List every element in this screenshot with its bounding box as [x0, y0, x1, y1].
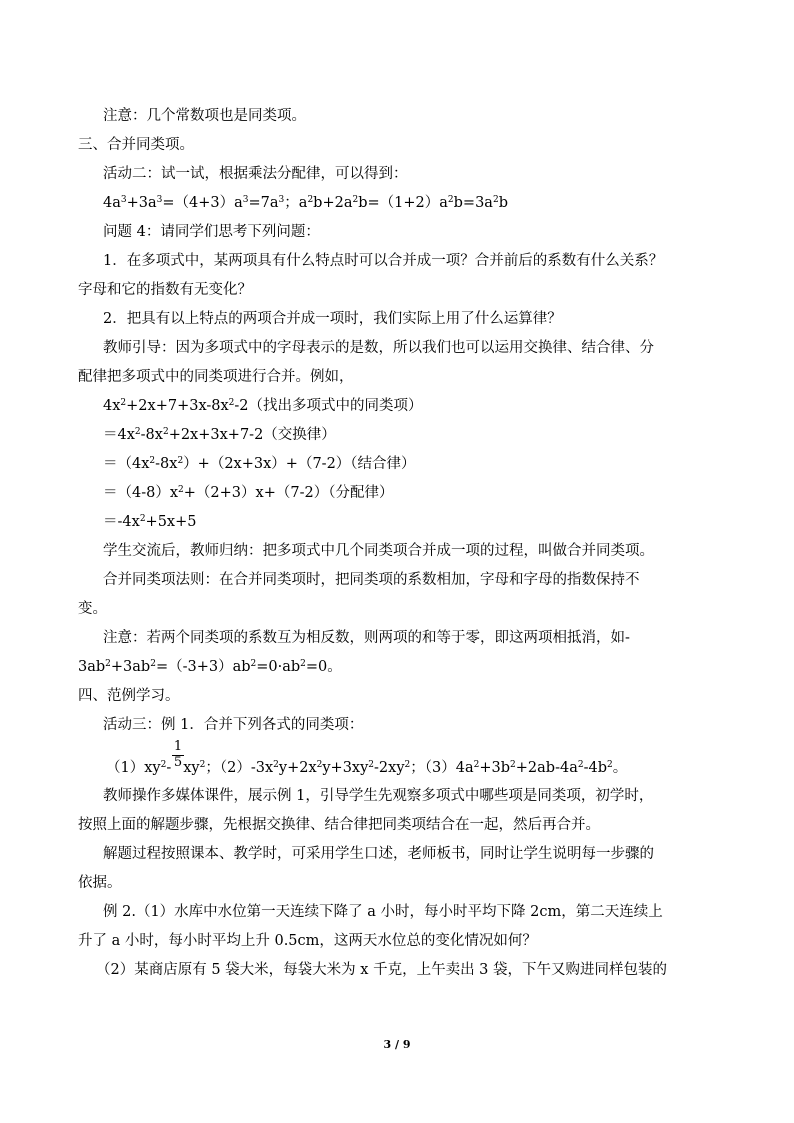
text: ；（3）4a: [410, 760, 474, 776]
paragraph: 问题 4：请同学们思考下列问题：: [103, 224, 320, 240]
superscript: 2: [352, 195, 359, 205]
text: +3a: [126, 195, 157, 211]
text: +3b: [479, 760, 511, 776]
paragraph: 活动三：例 1．合并下列各式的同类项：: [103, 717, 364, 733]
formula-line: [78, 189, 728, 218]
text: xy: [183, 760, 200, 776]
superscript: 3: [242, 195, 249, 205]
paragraph: 2．把具有以上特点的两项合并成一项时，我们实际上用了什么运算律？: [103, 311, 562, 327]
paragraph: 注意：若两个同类项的系数互为相反数，则两项的和等于零，即这两项相抵消，如-: [103, 630, 630, 646]
text: b+2a: [313, 195, 353, 211]
superscript: 2: [162, 427, 169, 437]
paragraph: 活动二：试一试，根据乘法分配律，可以得到：: [103, 166, 408, 182]
superscript: 2: [447, 195, 454, 205]
superscript: 2: [134, 427, 141, 437]
superscript: 3: [156, 195, 163, 205]
text: +3ab: [110, 659, 151, 675]
text: =7a: [248, 195, 279, 211]
section-heading: 四、范例学习。: [78, 688, 180, 704]
superscript: 3: [120, 195, 127, 205]
paragraph: 按照上面的解题步骤，先根据交换律、结合律把同类项结合在一起，然后再合并。: [78, 817, 600, 833]
text: 3ab: [78, 659, 106, 675]
text: ＝（4x: [103, 456, 150, 472]
text: ＝-4x: [103, 514, 140, 530]
formula-line: [78, 479, 728, 508]
text: +（2+3）x+（7-2）（分配律）: [183, 485, 394, 501]
formula-line: [78, 508, 728, 537]
paragraph: 字母和它的指数有无变化？: [78, 282, 252, 298]
text: y+3xy: [322, 760, 369, 776]
text: ；a: [284, 195, 308, 211]
text: -8x: [155, 456, 178, 472]
superscript: 2: [150, 659, 156, 669]
superscript: 2: [160, 760, 167, 770]
paragraph: 变。: [78, 601, 107, 617]
section-heading: 三、合并同类项。: [78, 137, 194, 153]
text: ＝（4-8）x: [103, 485, 179, 501]
paragraph: 解题过程按照课本、教学时，可采用学生口述，老师板书，同时让学生说明每一步骤的: [103, 846, 654, 862]
text: b=（1+2）a: [358, 195, 448, 211]
text: ；（2）-3x: [205, 760, 274, 776]
text: -: [166, 760, 172, 776]
text: -4b: [583, 760, 607, 776]
paragraph: 1．在多项式中，某两项具有什么特点时可以合并成一项？合并前后的系数有什么关系？: [103, 253, 664, 269]
superscript: 2: [368, 760, 375, 770]
text: +2ab-4a: [515, 760, 578, 776]
superscript: 2: [577, 760, 584, 770]
formula-line: [78, 392, 728, 421]
superscript: 2: [228, 398, 235, 408]
paragraph: 例 2.（1）水库中水位第一天连续下降了 a 小时，每小时平均下降 2cm，第二天连续上: [103, 904, 663, 920]
page-number: 3 / 9: [383, 1038, 411, 1051]
superscript: 2: [149, 456, 156, 466]
superscript: 2: [105, 659, 111, 669]
paragraph: 依据。: [78, 875, 122, 891]
paragraph: 教师操作多媒体课件，展示例 1，引导学生先观察多项式中哪些项是同类项，初学时，: [103, 788, 654, 804]
text: b=3a: [453, 195, 493, 211]
superscript: 2: [273, 760, 279, 770]
superscript: 2: [316, 760, 323, 770]
text: +2x+7+3x-8x: [126, 398, 229, 414]
superscript: 2: [178, 485, 184, 495]
superscript: 2: [404, 760, 411, 770]
superscript: 3: [278, 195, 285, 205]
text: -2（找出多项式中的同类项）: [234, 398, 423, 414]
superscript: 2: [250, 659, 257, 669]
text: =（-3+3）ab: [155, 659, 251, 675]
text: =0。: [305, 659, 342, 675]
fraction-numerator: 1: [173, 739, 183, 754]
example-1-formulas: [78, 740, 728, 782]
formula-line: [78, 421, 728, 450]
superscript: 2: [139, 514, 146, 524]
text: ＝4x: [103, 427, 135, 443]
superscript: 2: [199, 760, 206, 770]
text: y+2x: [278, 760, 317, 776]
text: b: [498, 195, 508, 211]
text: =（4+3）a: [162, 195, 243, 211]
paragraph: （2）某商店原有 5 袋大米，每袋大米为 x 千克，上午卖出 3 袋，下午又购进同样包装的: [96, 962, 668, 978]
text: 4a: [103, 195, 121, 211]
superscript: 2: [120, 398, 127, 408]
superscript: 2: [510, 760, 516, 770]
superscript: 2: [177, 456, 184, 466]
text: +5x+5: [145, 514, 197, 530]
text: +2x+3x+7-2（交换律）: [168, 427, 336, 443]
text: （1）xy: [106, 760, 161, 776]
fraction-denominator: 5: [173, 755, 183, 770]
text: 4x: [103, 398, 121, 414]
paragraph: 配律把多项式中的同类项进行合并。例如，: [78, 369, 354, 385]
formula-line: [78, 653, 728, 682]
formula-line: [78, 450, 728, 479]
paragraph: 升了 a 小时，每小时平均上升 0.5cm，这两天水位总的变化情况如何？: [78, 933, 537, 949]
superscript: 2: [492, 195, 499, 205]
superscript: 2: [607, 760, 613, 770]
document-body: [78, 102, 728, 985]
text: 。: [612, 760, 628, 776]
text: -2xy: [374, 760, 405, 776]
paragraph: 合并同类项法则：在合并同类项时，把同类项的系数相加，字母和字母的指数保持不: [103, 572, 640, 588]
paragraph: 学生交流后，教师归纳：把多项式中几个同类项合并成一项的过程，叫做合并同类项。: [103, 543, 654, 559]
text: =0·ab: [256, 659, 301, 675]
paragraph: 教师引导：因为多项式中的字母表示的是数，所以我们也可以运用交换律、结合律、分: [103, 340, 654, 356]
text: -8x: [140, 427, 163, 443]
text: ）+（2x+3x）+（7-2）（结合律）: [183, 456, 416, 472]
formula-line: [106, 754, 627, 783]
paragraph: 注意：几个常数项也是同类项。: [103, 108, 306, 124]
superscript: 2: [307, 195, 314, 205]
superscript: 2: [300, 659, 306, 669]
superscript: 2: [473, 760, 480, 770]
